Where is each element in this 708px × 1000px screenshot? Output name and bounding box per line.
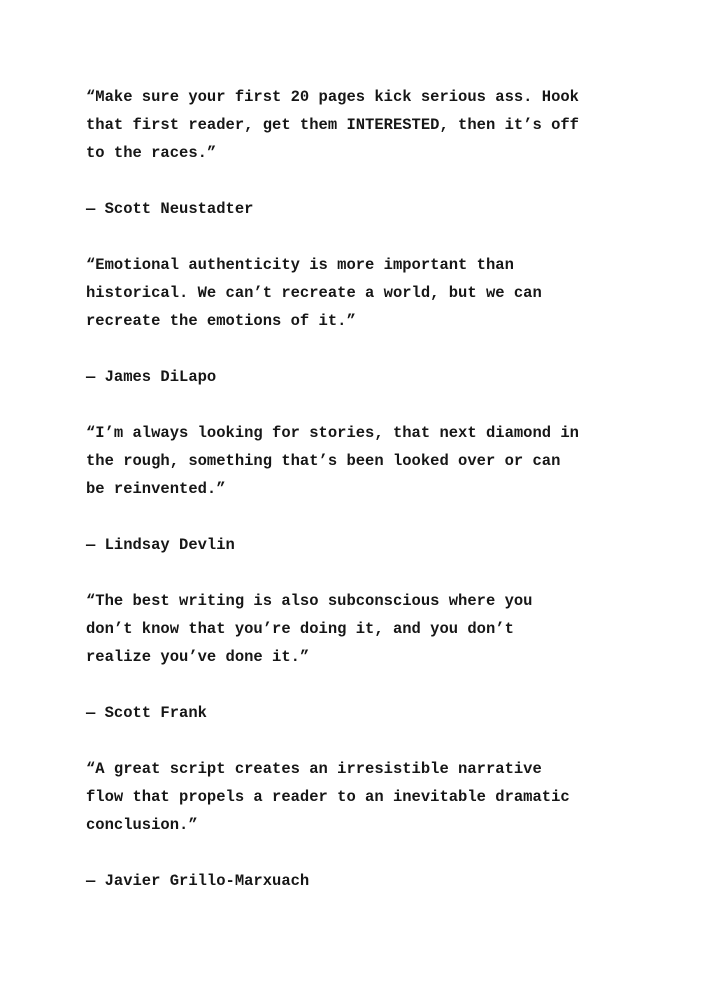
quote-text: “A great script creates an irresistible narrative flow that propels a reader to an inevitable dramatic conclusion.” xyxy=(86,760,570,834)
quote-text: “I’m always looking for stories, that next diamond in the rough, something that’s been looked over or can be reinvented.” xyxy=(86,424,579,498)
quote-attribution: — Javier Grillo-Marxuach xyxy=(86,872,310,890)
quote-attribution: — Scott Neustadter xyxy=(86,200,254,218)
quotes-list xyxy=(86,83,646,895)
quote-attribution: — Scott Frank xyxy=(86,704,207,722)
quote-text: “Emotional authenticity is more important than historical. We can’t recreate a world, but we can recreate the emotions of it.” xyxy=(86,256,542,330)
quote-text: “Make sure your first 20 pages kick serious ass. Hook that first reader, get them INTERESTED, then it’s off to the races.” xyxy=(86,88,579,162)
quote-attribution: — Lindsay Devlin xyxy=(86,536,235,554)
quote-text: “The best writing is also subconscious where you don’t know that you’re doing it, and you don’t realize you’ve done it.” xyxy=(86,592,533,666)
quote-attribution: — James DiLapo xyxy=(86,368,217,386)
